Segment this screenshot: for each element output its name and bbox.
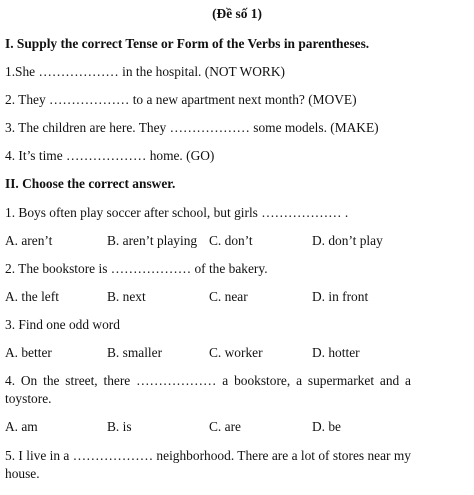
section-1-item-4: 4. It’s time ……………… home. (GO) (5, 148, 215, 163)
question-4-line-1: 4. On the street, there ……………… a bookstore, a supermarket and a (5, 373, 411, 388)
question-1-option-c: C. don’t (209, 233, 253, 248)
question-3-option-b: B. smaller (107, 345, 163, 360)
question-5-line-2: house. (5, 466, 40, 481)
worksheet-title: (Đề số 1) (212, 6, 262, 21)
question-3-option-d: D. hotter (312, 345, 360, 360)
question-2-option-a: A. the left (5, 289, 59, 304)
question-3-option-c: C. worker (209, 345, 263, 360)
question-2-option-c: C. near (209, 289, 248, 304)
question-1: 1. Boys often play soccer after school, but girls ……………… . (5, 205, 349, 220)
section-1-heading: I. Supply the correct Tense or Form of the Verbs in parentheses. (5, 36, 370, 51)
question-4-option-d: D. be (312, 419, 342, 434)
question-3-option-a: A. better (5, 345, 52, 360)
question-4-line-2: toystore. (5, 391, 52, 406)
question-5-line-1: 5. I live in a ……………… neighborhood. There are a lot of stores near my (5, 448, 411, 463)
question-2-option-b: B. next (107, 289, 146, 304)
question-2: 2. The bookstore is ……………… of the bakery. (5, 261, 268, 276)
question-2-option-d: D. in front (312, 289, 369, 304)
question-4-option-a: A. am (5, 419, 38, 434)
question-1-option-a: A. aren’t (5, 233, 53, 248)
section-1-item-3: 3. The children are here. They ……………… some models. (MAKE) (5, 120, 379, 135)
section-1-item-2: 2. They ……………… to a new apartment next month? (MOVE) (5, 92, 357, 107)
question-1-option-b: B. aren’t playing (107, 233, 198, 248)
question-4-option-c: C. are (209, 419, 241, 434)
question-3: 3. Find one odd word (5, 317, 120, 332)
section-2-heading: II. Choose the correct answer. (5, 176, 176, 191)
question-1-option-d: D. don’t play (312, 233, 383, 248)
section-1-item-1: 1.She ……………… in the hospital. (NOT WORK) (5, 64, 285, 79)
question-4-option-b: B. is (107, 419, 132, 434)
